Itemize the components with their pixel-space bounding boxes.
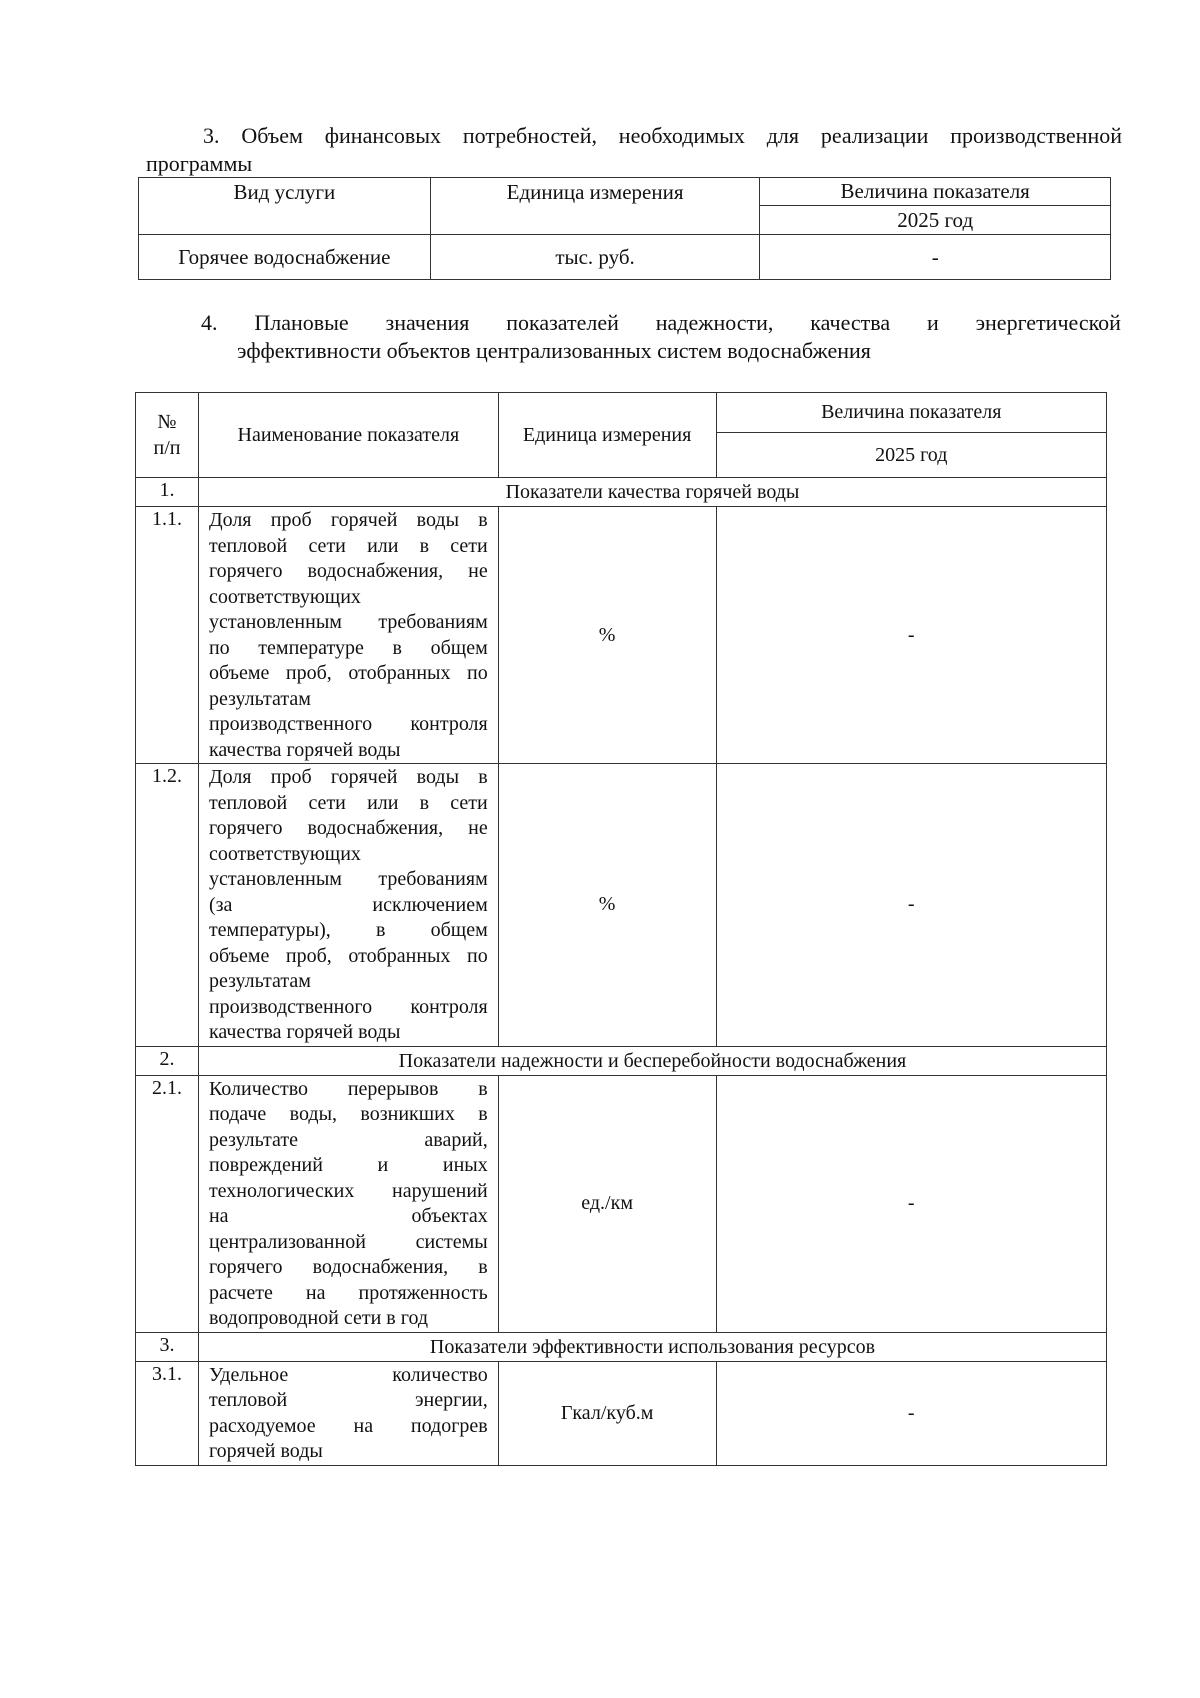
table-row xyxy=(136,764,1107,1047)
indicator-name-line: производственного контроля xyxy=(208,995,488,1018)
indicator-name-line: повреждений и иных xyxy=(208,1154,488,1176)
indicator-name-line: горячей воды xyxy=(208,1440,323,1462)
indicator-name-line: установленным требованиям xyxy=(208,611,488,633)
indicator-name-line: по температуре в общем xyxy=(208,636,488,659)
section3-heading-line2: программы xyxy=(146,151,253,176)
indicator-name-line: расчете на протяженность xyxy=(208,1281,488,1304)
header-num-symbol: № xyxy=(157,411,177,433)
section4-heading-line2: эффективности объектов централизованных систем водоснабжения xyxy=(237,338,871,363)
section-row xyxy=(136,1046,1107,1075)
indicator-name-line: качества горячей воды xyxy=(208,1021,401,1043)
indicator-name-line: установленным требованиям xyxy=(208,868,488,890)
indicator-name-line: результатам xyxy=(208,970,311,992)
indicator-name-line: централизованной системы xyxy=(208,1230,488,1253)
heading-word: Плановые xyxy=(254,310,349,335)
section-title: Показатели надежности и бесперебойности водоснабжения xyxy=(198,1046,1106,1075)
indicator-unit: ед./км xyxy=(498,1075,716,1332)
row-number: 3. xyxy=(136,1332,199,1361)
table-row xyxy=(136,507,1107,764)
indicator-name-line: объеме проб, отобранных по xyxy=(208,662,488,684)
indicator-value: - xyxy=(716,764,1107,1047)
indicator-name-line: результатам xyxy=(208,687,311,710)
cell-value: - xyxy=(760,235,1111,280)
indicator-name-line: горячего водоснабжения, в xyxy=(208,1256,488,1278)
indicator-unit: Гкал/куб.м xyxy=(498,1361,716,1465)
indicator-name-line: тепловой сети или в сети xyxy=(208,534,488,557)
header-value: Величина показателя xyxy=(760,178,1111,206)
header-value: Величина показателя xyxy=(716,393,1107,433)
section-title: Показатели эффективности использования ресурсов xyxy=(198,1332,1106,1361)
indicator-name-line: горячего водоснабжения, не xyxy=(208,817,488,839)
header-year: 2025 год xyxy=(760,206,1111,235)
indicator-name-line: Количество перерывов в xyxy=(208,1077,488,1100)
header-unit: Единица измерения xyxy=(430,178,760,235)
cell-service: Горячее водоснабжение xyxy=(139,235,431,280)
indicator-value: - xyxy=(716,1075,1107,1332)
section4-heading xyxy=(201,309,1121,365)
indicator-name-line: результате аварий, xyxy=(208,1128,488,1151)
indicator-name-line: Доля проб горячей воды в xyxy=(208,509,488,531)
indicator-value: - xyxy=(716,507,1107,764)
indicator-name-line: качества горячей воды xyxy=(208,738,401,761)
indicator-name-line: Доля проб горячей воды в xyxy=(208,766,488,788)
header-unit: Единица измерения xyxy=(498,393,716,478)
row-number: 2.1. xyxy=(136,1075,199,1332)
heading-word: качества xyxy=(810,310,891,335)
row-number: 1.2. xyxy=(136,764,199,1047)
indicator-name-line: производственного контроля xyxy=(208,713,488,735)
header-year: 2025 год xyxy=(716,433,1107,478)
indicator-name xyxy=(198,507,498,764)
indicators-table xyxy=(135,392,1107,1466)
section3-heading-line1: 3. Объем финансовых потребностей, необходимых для реализации производственной xyxy=(203,123,1122,148)
section-title: Показатели качества горячей воды xyxy=(198,478,1106,507)
heading-word: надежности, xyxy=(655,310,774,335)
indicator-name-line: тепловой сети или в сети xyxy=(208,791,488,814)
table-row xyxy=(136,1075,1107,1332)
header-num-label: п/п xyxy=(153,437,181,459)
section3-heading xyxy=(146,122,1122,178)
indicator-unit: % xyxy=(498,764,716,1047)
indicator-name-line: технологических нарушений xyxy=(208,1179,488,1202)
indicator-name xyxy=(198,1075,498,1332)
heading-word: значения xyxy=(385,310,470,335)
row-number: 1.1. xyxy=(136,507,199,764)
heading-word: показателей xyxy=(506,310,619,335)
header-service: Вид услуги xyxy=(139,178,431,235)
row-number: 3.1. xyxy=(136,1361,199,1465)
indicator-name-line: соответствующих xyxy=(208,585,361,608)
indicator-name-line: расходуемое на подогрев xyxy=(208,1414,488,1437)
row-number: 1. xyxy=(136,478,199,507)
indicator-unit: % xyxy=(498,507,716,764)
indicator-name-line: (за исключением xyxy=(208,893,488,916)
indicator-name-line: на объектах xyxy=(208,1205,488,1227)
heading-word: энергетической xyxy=(975,310,1121,335)
indicator-name-line: объеме проб, отобранных по xyxy=(208,944,488,967)
heading-word: 4. xyxy=(201,310,218,335)
indicator-name-line: температуры), в общем xyxy=(208,919,488,941)
indicator-name-line: горячего водоснабжения, не xyxy=(208,560,488,582)
indicator-name-line: тепловой энергии, xyxy=(208,1389,488,1411)
header-name: Наименование показателя xyxy=(198,393,498,478)
row-number: 2. xyxy=(136,1046,199,1075)
section-row xyxy=(136,478,1107,507)
section4-heading-line1 xyxy=(201,309,1121,337)
financial-needs-table xyxy=(138,177,1111,280)
heading-word: и xyxy=(926,310,939,335)
indicator-name xyxy=(198,1361,498,1465)
section-row xyxy=(136,1332,1107,1361)
indicator-name xyxy=(198,764,498,1047)
indicator-value: - xyxy=(716,1361,1107,1465)
indicator-name-line: Удельное количество xyxy=(208,1363,488,1386)
indicator-name-line: соответствующих xyxy=(208,842,361,865)
indicator-name-line: водопроводной сети в год xyxy=(208,1307,429,1329)
header-num xyxy=(136,393,199,478)
indicator-name-line: подаче воды, возникших в xyxy=(208,1103,488,1125)
cell-unit: тыс. руб. xyxy=(430,235,760,280)
table-row xyxy=(136,1361,1107,1465)
